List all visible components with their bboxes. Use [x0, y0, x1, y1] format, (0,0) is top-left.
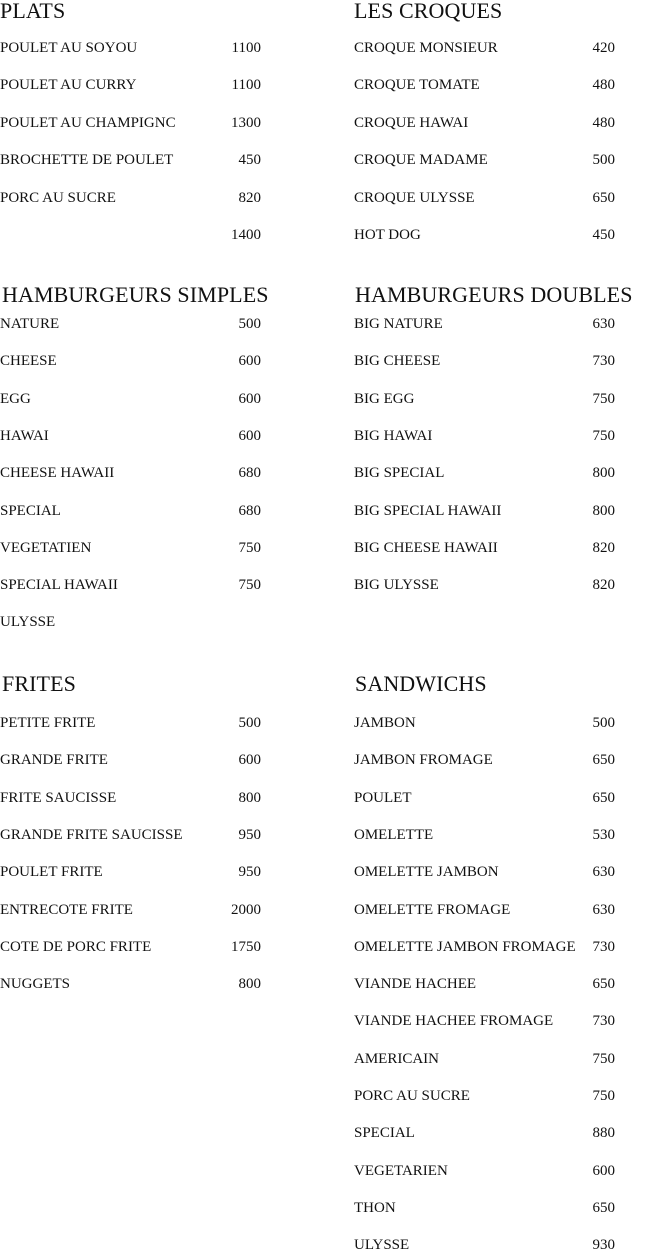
menu-item-name: GRANDE FRITE	[0, 752, 108, 769]
menu-item-row	[355, 1198, 649, 1218]
menu-item-price: 450	[238, 152, 261, 169]
menu-item-name: OMELETTE	[354, 826, 434, 843]
menu-item-price: 800	[592, 465, 615, 482]
menu-item-name: JAMBON FROMAGE	[354, 752, 493, 769]
menu-item-row	[355, 1086, 649, 1106]
section-title-hamburgeurs-simples: HAMBURGEURS SIMPLES	[2, 282, 269, 307]
menu-item-price: 500	[238, 316, 261, 332]
menu-item-price: 1750	[231, 938, 261, 955]
menu-item-price: 650	[592, 976, 615, 993]
menu-item-price: 800	[592, 502, 615, 519]
menu-item-row	[355, 351, 649, 371]
menu-item-name: PORC AU SUCRE	[0, 189, 116, 206]
menu-item-row	[2, 862, 301, 882]
menu-item-price: 650	[592, 752, 615, 769]
menu-item-price: 630	[592, 864, 615, 881]
menu-item-name: GRANDE FRITE SAUCISSE	[0, 826, 183, 843]
menu-item-row	[355, 426, 649, 446]
menu-item-row	[2, 612, 301, 632]
menu-item-row	[2, 713, 301, 733]
menu-item-name: BIG NATURE	[354, 316, 443, 332]
menu-item-row	[355, 575, 649, 595]
menu-item-row	[355, 314, 649, 334]
menu-item-row	[355, 825, 649, 845]
menu-item-name: ULYSSE	[354, 1237, 410, 1254]
menu-item-name: POULET AU CURRY	[0, 77, 137, 94]
menu-item-price: 750	[238, 577, 261, 594]
menu-item-price: 600	[238, 390, 261, 407]
menu-item-price: 500	[592, 152, 615, 169]
menu-item-row	[354, 113, 649, 133]
menu-item-name: POULET AU SOYOU	[0, 40, 138, 56]
menu-item-price: 480	[592, 114, 615, 131]
menu-item-price: 750	[592, 1088, 615, 1104]
menu-item-price: 820	[238, 189, 261, 206]
section-title-hamburgeurs-doubles: HAMBURGEURS DOUBLES	[355, 282, 633, 307]
menu-item-row	[355, 389, 649, 409]
menu-item-price: 1100	[231, 77, 261, 94]
section-title-plats: PLATS	[0, 0, 66, 23]
menu-item-price: 820	[592, 539, 615, 556]
menu-item-name: CHEESE	[0, 353, 57, 370]
menu-item-name: BIG CHEESE HAWAII	[354, 539, 498, 556]
menu-item-price: 1400	[231, 227, 261, 243]
menu-item-price: 500	[238, 715, 261, 731]
menu-item-row	[354, 225, 649, 245]
menu-item-name: POULET FRITE	[0, 864, 103, 881]
menu-item-name: JAMBON	[354, 715, 416, 731]
menu-item-row	[354, 188, 649, 208]
menu-item-name: SPECIAL	[354, 1125, 415, 1142]
menu-item-row	[355, 788, 649, 808]
menu-item-row	[355, 900, 649, 920]
menu-item-name: CROQUE ULYSSE	[354, 189, 475, 206]
menu-item-price: 950	[238, 826, 261, 843]
menu-item-row	[2, 825, 301, 845]
menu-item-price: 500	[592, 715, 615, 731]
menu-item-price: 650	[592, 1199, 615, 1216]
menu-item-row	[355, 1235, 649, 1255]
section-title-sandwichs: SANDWICHS	[355, 671, 487, 696]
menu-item-price: 820	[592, 577, 615, 594]
menu-item-row	[2, 389, 301, 409]
menu-item-name: FRITE SAUCISSE	[0, 789, 117, 806]
menu-item-name: ENTRECOTE FRITE	[0, 901, 133, 918]
menu-item-name: OMELETTE JAMBON FROMAGE	[354, 938, 576, 955]
menu-item-price: 480	[592, 77, 615, 94]
menu-item-row	[355, 713, 649, 733]
menu-item-name: THON	[354, 1199, 396, 1216]
menu-item-row	[2, 314, 301, 334]
menu-item-name: CROQUE MADAME	[354, 152, 488, 169]
menu-item-price: 600	[592, 1162, 615, 1179]
menu-item-row	[2, 575, 301, 595]
menu-item-name: HAWAI	[0, 427, 49, 444]
menu-item-row	[2, 463, 301, 483]
menu-item-name: ULYSSE	[0, 614, 56, 631]
menu-item-price: 750	[592, 1050, 615, 1067]
menu-item-row	[355, 1049, 649, 1069]
menu-item-price: 950	[238, 864, 261, 881]
menu-item-price: 750	[592, 427, 615, 444]
menu-item-row	[2, 351, 301, 371]
menu-item-name: BIG EGG	[354, 390, 415, 407]
menu-item-name: BROCHETTE DE POULET	[0, 152, 174, 169]
menu-item-name: BIG CHEESE	[354, 353, 441, 370]
menu-item-price: 600	[238, 353, 261, 370]
menu-item-row	[2, 937, 301, 957]
menu-item-price: 650	[592, 189, 615, 206]
menu-item-row	[2, 788, 301, 808]
menu-item-name: NUGGETS	[0, 976, 70, 993]
menu-item-price: 750	[238, 539, 261, 556]
menu-item-price: 680	[238, 502, 261, 519]
menu-item-row	[354, 150, 649, 170]
menu-item-price: 800	[238, 976, 261, 993]
menu-item-price: 450	[592, 227, 615, 243]
menu-item-name: POULET	[354, 789, 412, 806]
menu-item-price: 1300	[231, 114, 261, 131]
menu-item-row	[354, 38, 649, 58]
menu-item-name: BIG SPECIAL	[354, 465, 445, 482]
menu-item-row	[355, 937, 649, 957]
menu-item-row	[2, 501, 301, 521]
menu-item-price: 600	[238, 752, 261, 769]
menu-item-price: 1100	[231, 40, 261, 56]
menu-item-name: BIG ULYSSE	[354, 577, 439, 594]
menu-item-price: 750	[592, 390, 615, 407]
menu-item-row	[355, 1161, 649, 1181]
menu-item-name: SPECIAL	[0, 502, 61, 519]
menu-item-row	[2, 426, 301, 446]
section-title-croques: LES CROQUES	[354, 0, 503, 23]
menu-item-row	[2, 538, 301, 558]
menu-item-row	[2, 750, 301, 770]
menu-item-name: COTE DE PORC FRITE	[0, 938, 152, 955]
menu-item-name: AMERICAIN	[354, 1050, 439, 1067]
section-title-frites: FRITES	[2, 671, 76, 696]
menu-item-name: VIANDE HACHEE	[354, 976, 477, 993]
menu-item-price: 630	[592, 316, 615, 332]
menu-item-row	[0, 113, 301, 133]
menu-item-row	[355, 463, 649, 483]
menu-item-name: NATURE	[0, 316, 60, 332]
menu-item-row	[0, 75, 301, 95]
menu-item-name: PORC AU SUCRE	[354, 1088, 470, 1104]
menu-item-price: 630	[592, 901, 615, 918]
menu-item-name: PETITE FRITE	[0, 715, 96, 731]
menu-item-row	[2, 974, 301, 994]
menu-item-row	[355, 862, 649, 882]
menu-item-name: CROQUE HAWAI	[354, 114, 469, 131]
menu-item-row	[355, 501, 649, 521]
menu-item-row	[355, 974, 649, 994]
menu-item-name: VIANDE HACHEE FROMAGE	[354, 1013, 554, 1030]
menu-item-row	[355, 1011, 649, 1031]
menu-item-price: 2000	[231, 901, 261, 918]
menu-item-price: 730	[592, 353, 615, 370]
menu-item-name: CROQUE TOMATE	[354, 77, 480, 94]
menu-item-price: 800	[238, 789, 261, 806]
menu-item-price: 530	[592, 826, 615, 843]
menu-item-name: CHEESE HAWAII	[0, 465, 115, 482]
menu-item-row	[0, 225, 301, 245]
menu-item-name: OMELETTE JAMBON	[354, 864, 499, 881]
menu-item-price: 730	[592, 938, 615, 955]
menu-item-row	[0, 188, 301, 208]
menu-item-row	[0, 38, 301, 58]
menu-item-name: EGG	[0, 390, 31, 407]
menu-item-price: 930	[592, 1237, 615, 1254]
menu-item-row	[355, 1123, 649, 1143]
menu-item-row	[0, 150, 301, 170]
menu-item-name: CROQUE MONSIEUR	[354, 40, 498, 56]
menu-item-price: 880	[592, 1125, 615, 1142]
menu-item-name: VEGETARIEN	[354, 1162, 448, 1179]
menu-item-row	[354, 75, 649, 95]
menu-item-price: 650	[592, 789, 615, 806]
menu-item-price: 730	[592, 1013, 615, 1030]
menu-item-row	[355, 538, 649, 558]
menu-item-row	[2, 900, 301, 920]
menu-item-name: BIG HAWAI	[354, 427, 433, 444]
menu-item-row	[355, 750, 649, 770]
menu-item-price: 420	[592, 40, 615, 56]
menu-item-name: BIG SPECIAL HAWAII	[354, 502, 502, 519]
menu-item-price: 680	[238, 465, 261, 482]
menu-item-name: POULET AU CHAMPIGNC	[0, 114, 176, 131]
menu-item-name: OMELETTE FROMAGE	[354, 901, 511, 918]
menu-item-name: SPECIAL HAWAII	[0, 577, 118, 594]
menu-item-name: VEGETATIEN	[0, 539, 92, 556]
menu-item-price: 600	[238, 427, 261, 444]
menu-item-name: HOT DOG	[354, 227, 421, 243]
